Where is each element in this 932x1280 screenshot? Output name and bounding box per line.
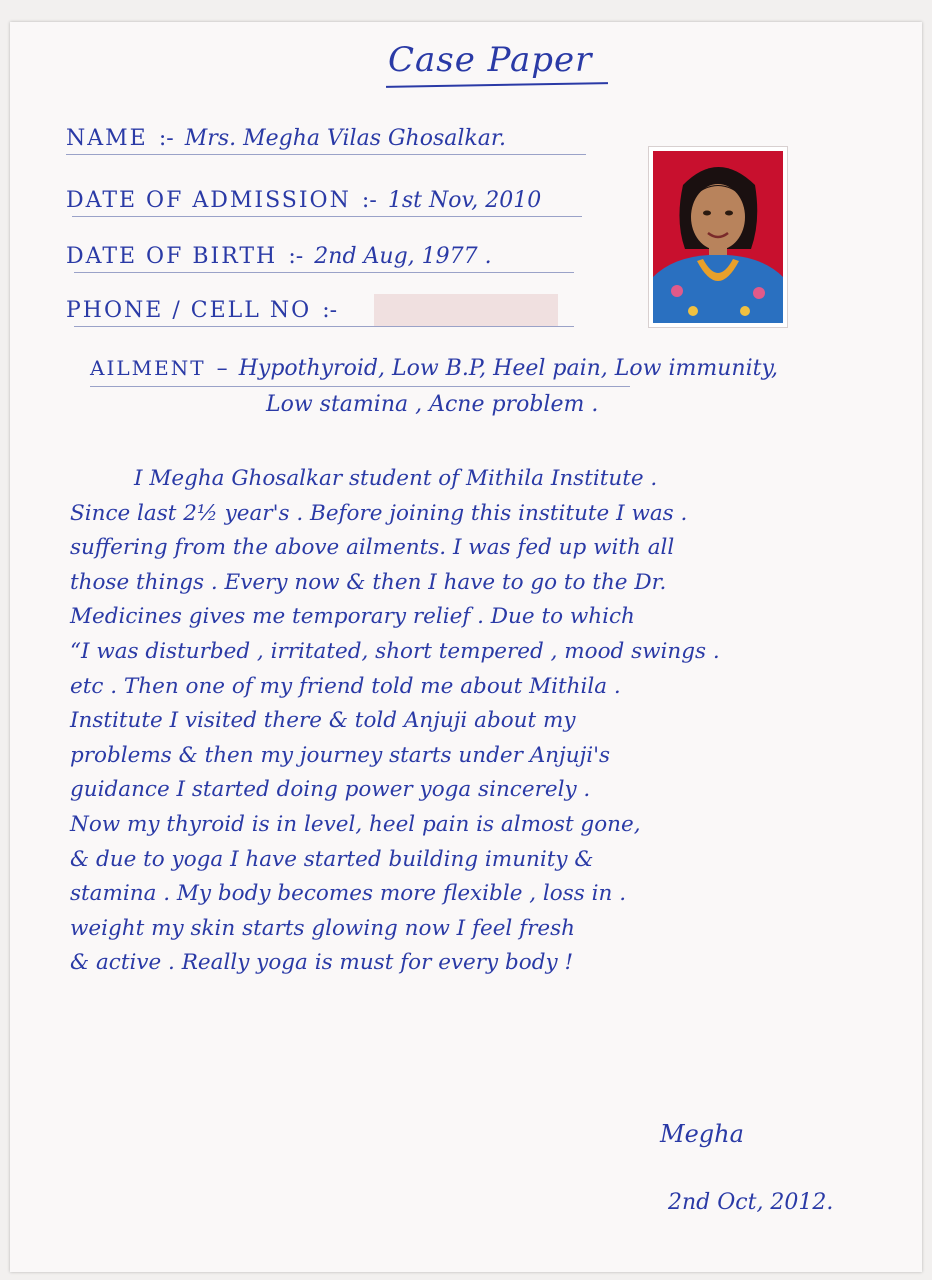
date-of-admission-separator: :- <box>361 188 377 213</box>
date-of-birth-label: DATE OF BIRTH <box>66 244 278 269</box>
date-of-admission-label: DATE OF ADMISSION <box>66 188 351 213</box>
body-line-12: & due to yoga I have started building imunity & <box>70 846 594 872</box>
body-line-1: I Megha Ghosalkar student of Mithila Institute . <box>134 466 658 491</box>
phone-row <box>66 298 343 338</box>
body-line-14: weight my skin starts glowing now I feel fresh <box>70 915 575 941</box>
name-row <box>66 126 506 166</box>
signature-date: 2nd Oct, 2012. <box>668 1190 834 1215</box>
ailment-line-2: Low stamina , Acne problem . <box>266 392 599 417</box>
date-of-birth-row <box>66 244 492 284</box>
phone-label: PHONE / CELL NO <box>66 298 312 323</box>
ailment-label: AILMENT <box>90 356 206 380</box>
patient-photo <box>648 146 788 328</box>
body-line-7: etc . Then one of my friend told me about Mithila . <box>70 673 621 699</box>
ailment-line-1: Hypothyroid, Low B.P, Heel pain, Low immunity, <box>238 356 778 381</box>
date-of-admission-underline <box>72 216 582 217</box>
page-title: Case Paper <box>388 40 593 80</box>
body-line-6: “I was disturbed , irritated, short tempered , mood swings . <box>70 638 720 664</box>
body-line-15: & active . Really yoga is must for every body ! <box>70 950 574 976</box>
ailment-section <box>90 356 910 417</box>
phone-underline <box>74 326 574 327</box>
date-of-birth-separator: :- <box>288 244 304 269</box>
name-underline <box>66 154 586 155</box>
ailment-underline <box>90 386 630 387</box>
ailment-separator: – <box>216 356 228 381</box>
name-separator: :- <box>158 126 174 151</box>
body-line-5: Medicines gives me temporary relief . Due to which <box>70 604 635 630</box>
photo-image <box>653 151 783 323</box>
phone-redaction <box>374 294 558 326</box>
testimonial-body <box>70 462 910 981</box>
name-value: Mrs. Megha Vilas Ghosalkar. <box>184 126 506 151</box>
signature: Megha <box>660 1120 744 1148</box>
body-line-4: those things . Every now & then I have to go to the Dr. <box>70 569 667 595</box>
body-line-13: stamina . My body becomes more flexible , loss in . <box>70 881 627 907</box>
phone-separator: :- <box>322 298 338 323</box>
name-label: NAME <box>66 126 148 151</box>
date-of-birth-underline <box>74 272 574 273</box>
portrait-illustration <box>653 151 783 323</box>
date-of-admission-row <box>66 188 541 228</box>
body-line-11: Now my thyroid is in level, heel pain is almost gone, <box>70 811 641 837</box>
body-line-8: Institute I visited there & told Anjuji about my <box>70 708 576 734</box>
body-line-3: suffering from the above ailments. I was fed up with all <box>70 535 675 561</box>
body-line-2: Since last 2½ year's . Before joining this institute I was . <box>70 500 688 526</box>
date-of-birth-value: 2nd Aug, 1977 . <box>314 244 492 269</box>
body-line-9: problems & then my journey starts under Anjuji's <box>70 742 611 768</box>
date-of-admission-value: 1st Nov, 2010 <box>387 188 542 213</box>
body-line-10: guidance I started doing power yoga sincerely . <box>70 777 591 803</box>
